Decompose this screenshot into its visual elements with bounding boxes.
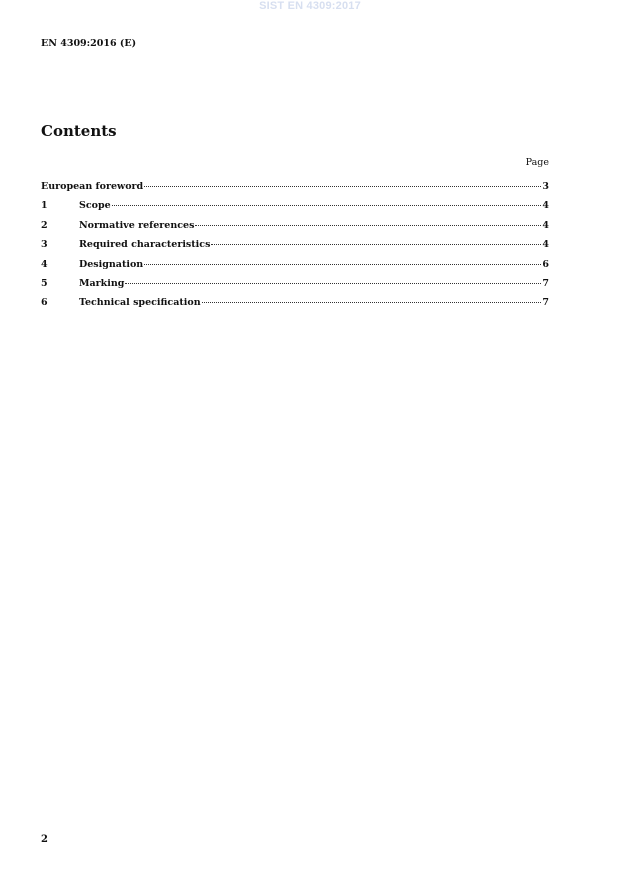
toc-entry-number: 3 <box>41 239 48 251</box>
toc-entry-page: 7 <box>542 277 549 289</box>
toc-dot-leader <box>195 225 541 226</box>
toc-entry-title[interactable]: Scope <box>79 200 111 212</box>
toc-dot-leader <box>202 302 542 303</box>
toc-entry-foreword[interactable] <box>41 181 549 200</box>
toc-entry-title[interactable]: European foreword <box>41 181 144 192</box>
toc-entry-technical-specification[interactable] <box>41 297 549 316</box>
toc-entry-page: 4 <box>542 219 549 231</box>
toc-entry-number: 4 <box>41 258 48 270</box>
toc-entry-title[interactable]: Required characteristics <box>79 239 211 251</box>
toc-dot-leader <box>112 205 542 206</box>
toc-dot-leader <box>211 244 541 245</box>
page-number: 2 <box>41 834 48 845</box>
toc-entry-title[interactable]: Normative references <box>79 219 195 231</box>
toc-entry-normative-references[interactable] <box>41 220 549 239</box>
toc-entry-page: 7 <box>542 297 549 309</box>
toc-entry-designation[interactable] <box>41 259 549 278</box>
toc-entry-title[interactable]: Technical specification <box>79 297 201 309</box>
toc-entry-title[interactable]: Marking <box>79 277 125 289</box>
toc-entry-title[interactable]: Designation <box>79 258 144 270</box>
table-of-contents <box>41 181 549 317</box>
toc-entry-number: 1 <box>41 200 48 212</box>
toc-dot-leader <box>144 186 541 187</box>
document-identifier: EN 4309:2016 (E) <box>41 38 137 49</box>
toc-dot-leader <box>144 264 541 265</box>
toc-entry-number: 5 <box>41 277 48 289</box>
contents-heading: Contents <box>41 122 117 140</box>
toc-entry-number: 2 <box>41 219 48 231</box>
toc-dot-leader <box>125 283 541 284</box>
toc-entry-page: 6 <box>542 258 549 270</box>
page-column-label: Page <box>525 157 549 168</box>
toc-entry-page: 4 <box>542 239 549 251</box>
toc-entry-page: 4 <box>542 200 549 212</box>
toc-entry-marking[interactable] <box>41 278 549 297</box>
toc-entry-number: 6 <box>41 297 48 309</box>
toc-entry-page: 3 <box>542 181 549 192</box>
watermark-text: SIST EN 4309:2017 <box>259 0 361 12</box>
toc-entry-scope[interactable] <box>41 200 549 219</box>
toc-entry-required-characteristics[interactable] <box>41 239 549 258</box>
